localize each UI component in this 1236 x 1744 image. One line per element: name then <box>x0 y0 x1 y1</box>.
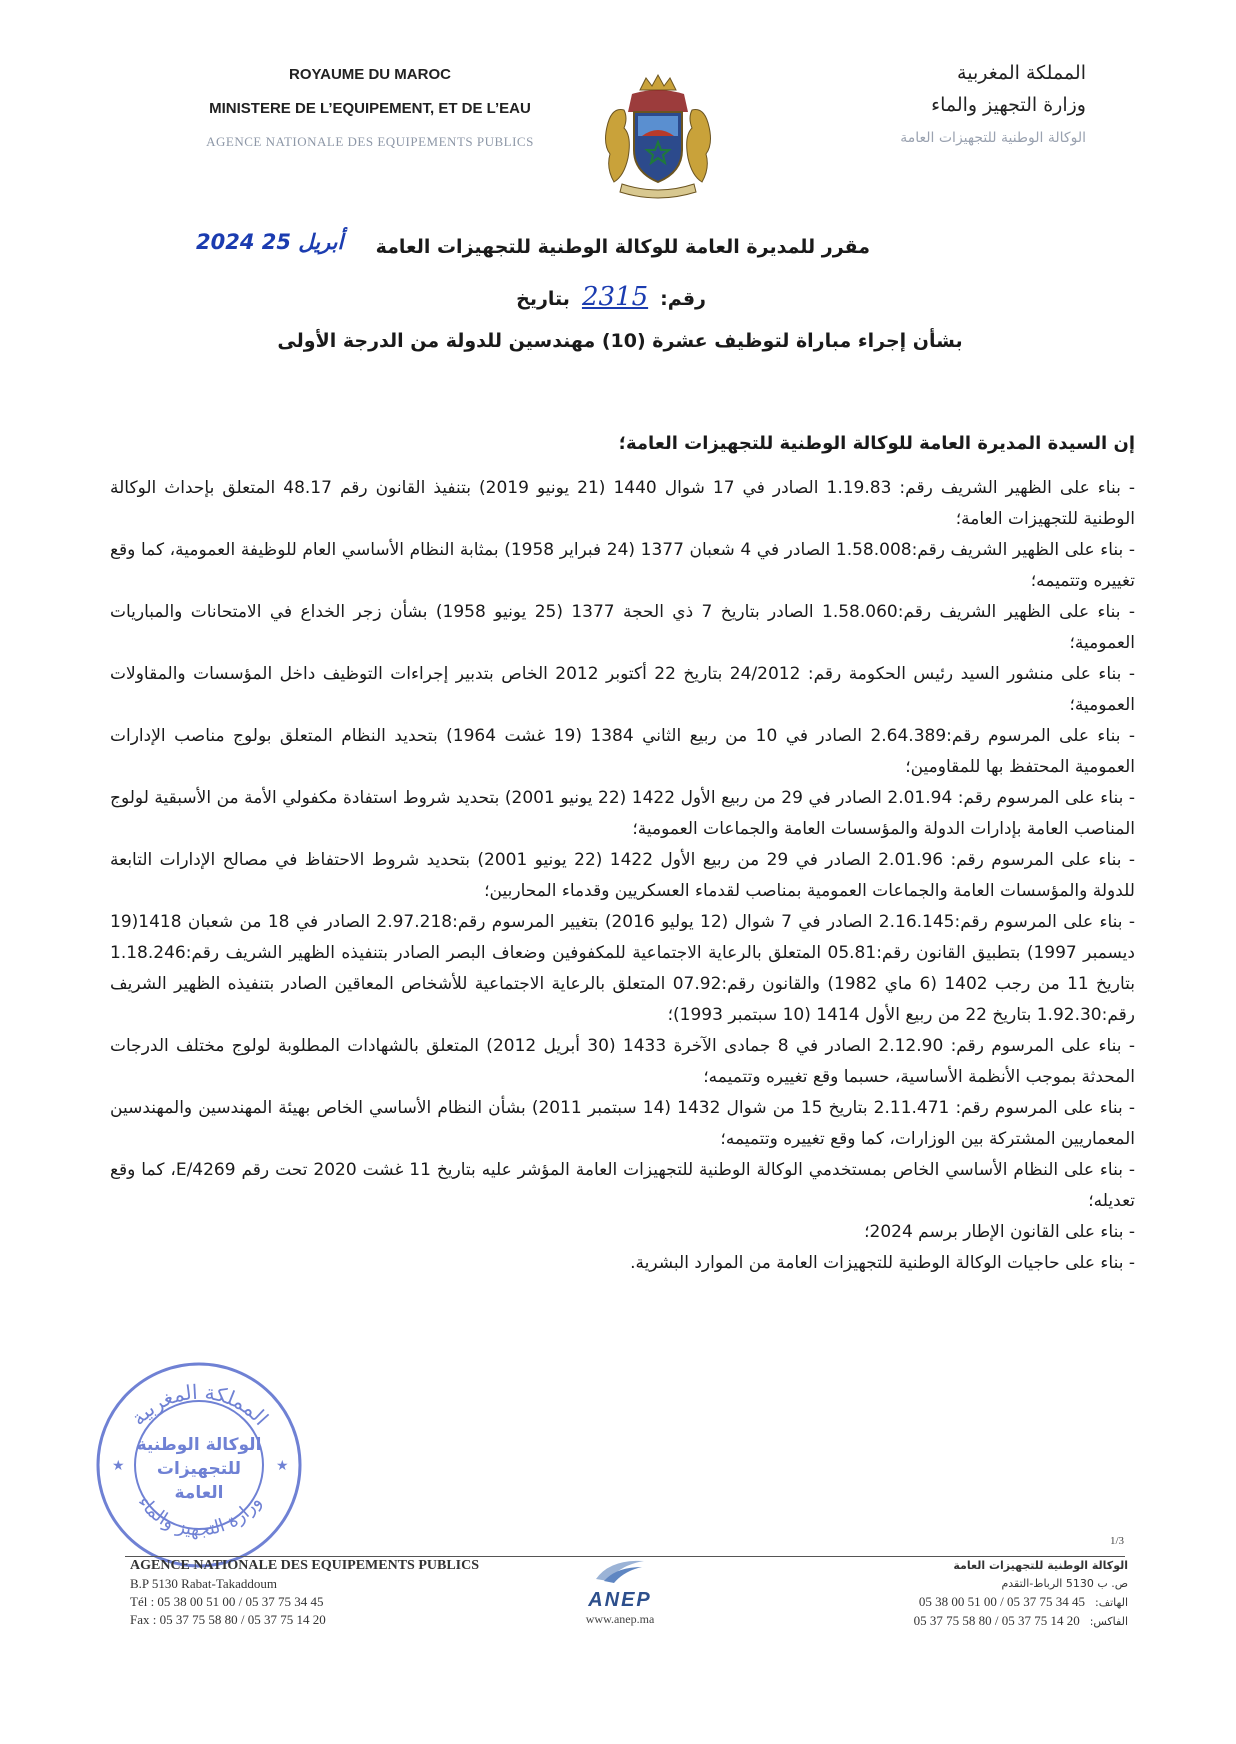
footer-fr-tel: Tél : 05 38 00 51 00 / 05 37 75 34 45 <box>130 1594 324 1609</box>
recital-8: - بناء على المرسوم رقم:2.16.145 الصادر في 7 شوال (12 يوليو 2016) بتغيير المرسوم رقم:2.97.218 الصادر في 18 من شعبان 1418(19 ديسمبر 1997) بتطبيق القانون رقم:05.81 المتعلق بالرعاية الاجتماعية للمكفوفين وضعاف البصر الصادر بتنفيذه الظهير الشريف رقم:1.18.246 بتاريخ 11 من رجب 1402 (6 ماي 1982) والقانون رقم:07.92 المتعلق بالرعاية الاجتماعية للأشخاص المعاقين الصادر بتنفيذه الظهير الشريف رقم:1.92.30 بتاريخ 22 من ربيع الأول 1414 (10 سبتمبر 1993)؛ <box>110 912 1136 1025</box>
recital-5: - بناء على المرسوم رقم:2.64.389 الصادر في 10 من ربيع الثاني 1384 (19 غشت 1964) بتحديد النظام المتعلق بولوج مناصب الإدارات العمومية المحتفظ بها للمقاومين؛ <box>110 726 1136 777</box>
recital-3: - بناء على الظهير الشريف رقم:1.58.060 الصادر بتاريخ 7 ذي الحجة 1377 (25 يونيو 1958) بشأن زجر الخداع في الامتحانات والمباريات العمومية؛ <box>110 602 1135 653</box>
footer-ar-name: الوكالة الوطنية للتجهيزات العامة <box>953 1559 1128 1572</box>
number-label: رقم: <box>660 288 706 310</box>
recital-10: - بناء على المرسوم رقم: 2.11.471 بتاريخ 15 من شوال 1432 (14 سبتمبر 2011) بشأن النظام الأساسي الخاص بهيئة المهندسين والمهندسين المعماريين المشتركة بين الوزارات، كما وقع تغييره وتتميمه؛ <box>110 1098 1136 1149</box>
footer-french-contact <box>130 1557 479 1629</box>
anep-logo-icon <box>590 1555 650 1585</box>
footer-ar-address: ص. ب 5130 الرباط-التقدم <box>1001 1577 1128 1590</box>
header-fr-agency: AGENCE NATIONALE DES EQUIPEMENTS PUBLICS <box>206 134 534 149</box>
footer-arabic-contact <box>914 1557 1128 1631</box>
handwritten-date: 2024 ﺃﺑﺮﻳﻞ 25 <box>196 230 344 254</box>
stamp-inner-3: العامة <box>174 1483 224 1503</box>
recital-13: - بناء على حاجيات الوكالة الوطنية للتجهيزات العامة من الموارد البشرية. <box>630 1253 1135 1273</box>
recital-7: - بناء على المرسوم رقم: 2.01.96 الصادر في 29 من ربيع الأول 1422 (22 يونيو 2001) بتحديد شروط الاحتفاظ في مصالح الإدارات التابعة للدولة والمؤسسات العامة والجماعات العمومية بمناصب لقدماء العسكريين وقدماء المحاربين؛ <box>110 850 1136 901</box>
anep-logo <box>565 1555 675 1627</box>
footer-ar-fax-label: الفاكس: <box>1089 1615 1128 1628</box>
decision-subject: بشأن إجراء مباراة لتوظيف عشرة (10) مهندسين للدولة من الدرجة الأولى <box>277 330 963 352</box>
recital-6: - بناء على المرسوم رقم: 2.01.94 الصادر في 29 من ربيع الأول 1422 (22 يونيو 2001) بتحديد شروط استفادة مكفولي الأمة من الأسبقية لولوج المناصب العامة بإدارات الدولة والمؤسسات العامة والجماعات العمومية؛ <box>110 788 1135 839</box>
decision-number-row <box>516 282 706 312</box>
header-ar-kingdom: المملكة المغربية <box>957 62 1086 84</box>
decision-title: مقرر للمديرة العامة للوكالة الوطنية للتجهيزات العامة <box>375 236 870 258</box>
official-round-stamp-icon <box>92 1358 307 1573</box>
stamp-inner-1: الوكالة الوطنية <box>136 1435 262 1455</box>
footer-fr-name: AGENCE NATIONALE DES EQUIPEMENTS PUBLICS <box>130 1558 480 1573</box>
recital-11: - بناء على النظام الأساسي الخاص بمستخدمي الوكالة الوطنية للتجهيزات العامة المؤشر عليه بتاريخ 11 غشت 2020 تحت رقم E/4269، كما وقع تعديله؛ <box>110 1160 1135 1211</box>
header-arabic <box>726 62 1086 146</box>
stamp-outer-bottom: وزارة التجهيز والماء <box>133 1492 266 1541</box>
stamp-inner-2: للتجهيزات <box>156 1459 242 1479</box>
recital-2: - بناء على الظهير الشريف رقم:1.58.008 الصادر في 4 شعبان 1377 (24 فبراير 1958) بمثابة النظام الأساسي العام للوظيفة العمومية، كما وقع تغييره وتتميمه؛ <box>110 540 1136 591</box>
handwritten-number: 2315 <box>581 282 649 312</box>
header-ar-ministry: وزارة التجهيز والماء <box>931 94 1086 116</box>
recital-4: - بناء على منشور السيد رئيس الحكومة رقم: 24/2012 بتاريخ 22 أكتوبر 2012 الخاص بتدبير إجراءات التوظيف داخل المؤسسات والمقاولات العمومية؛ <box>110 664 1135 715</box>
body-lead: إن السيدة المديرة العامة للوكالة الوطنية للتجهيزات العامة؛ <box>618 433 1135 454</box>
svg-text:المملكة المغربية <box>126 1380 273 1430</box>
recital-1: - بناء على الظهير الشريف رقم: 1.19.83 الصادر في 17 شوال 1440 (21 يونيو 2019) بتنفيذ القانون رقم 48.17 المتعلق بإحداث الوكالة الوطنية للتجهيزات العامة؛ <box>110 478 1135 529</box>
stamp-star-right-icon: ★ <box>276 1458 289 1474</box>
header-fr-ministry: MINISTERE DE L’EQUIPEMENT, ET DE L’EAU <box>209 100 531 117</box>
website-link[interactable]: www.anep.ma <box>585 1612 655 1626</box>
footer-ar-fax-row <box>914 1612 1128 1631</box>
footer-fr-address: B.P 5130 Rabat-Takaddoum <box>130 1576 278 1591</box>
footer-ar-tel: 05 38 00 51 00 / 05 37 75 34 45 <box>918 1594 1086 1609</box>
logo-wordmark: ANEP <box>588 1589 652 1611</box>
stamp-star-left-icon: ★ <box>112 1458 125 1474</box>
page-number: 1/3 <box>1110 1535 1125 1547</box>
stamp-outer-top: المملكة المغربية <box>125 1379 274 1430</box>
date-label: بتاريخ <box>516 288 570 310</box>
recital-12: - بناء على القانون الإطار برسم 2024؛ <box>864 1222 1135 1242</box>
footer-fr-fax: Fax : 05 37 75 58 80 / 05 37 75 14 20 <box>130 1612 326 1627</box>
header-french <box>150 66 590 167</box>
footer-ar-tel-row <box>914 1593 1128 1612</box>
recital-9: - بناء على المرسوم رقم: 2.12.90 الصادر في 8 جمادى الآخرة 1433 (30 أبريل 2012) المتعلق بالشهادات المطلوبة لولوج مختلف الدرجات المحدثة بموجب الأنظمة الأساسية، حسبما وقع تغييره وتتميمه؛ <box>110 1036 1135 1087</box>
footer-ar-fax: 05 37 75 58 80 / 05 37 75 14 20 <box>913 1613 1080 1628</box>
moroccan-coat-of-arms-icon <box>602 72 714 200</box>
decision-body <box>110 428 1135 1279</box>
footer-ar-tel-label: الهاتف: <box>1095 1596 1128 1609</box>
header-fr-kingdom: ROYAUME DU MAROC <box>289 66 451 83</box>
header-ar-agency: الوكالة الوطنية للتجهيزات العامة <box>900 130 1086 146</box>
